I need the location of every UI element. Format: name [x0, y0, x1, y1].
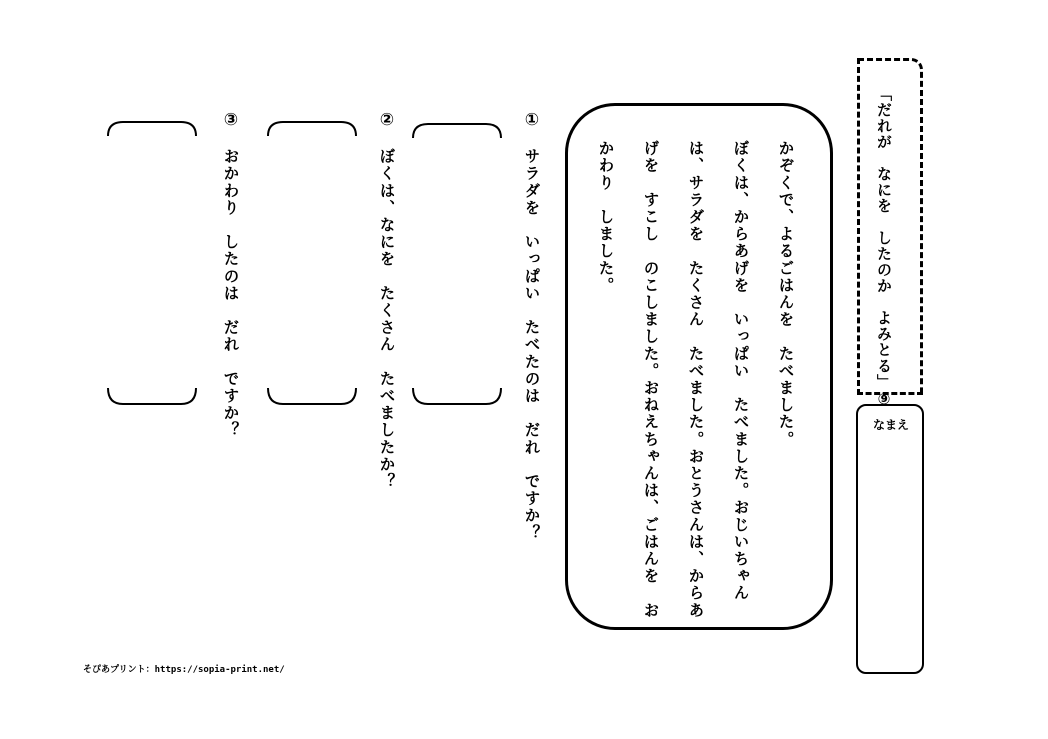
- question-1-text: サラダを いっぱい たべたのは だれ ですか？: [522, 148, 541, 542]
- story-line-5: かわり しました。: [596, 140, 615, 294]
- question-2-number: ②: [377, 110, 397, 130]
- name-label: なまえ: [873, 418, 910, 432]
- answer-box-3[interactable]: [105, 118, 199, 408]
- answer-box-2[interactable]: [265, 118, 359, 408]
- story-line-3: は、サラダを たくさん たべました。おとうさんは、からあ: [686, 140, 705, 619]
- answer-box-1[interactable]: [410, 120, 504, 410]
- question-3-number: ③: [221, 110, 241, 130]
- question-3-text: おかわり したのは だれ ですか？: [221, 148, 240, 439]
- question-2-text: ぼくは、なにを たくさん たべましたか？: [377, 148, 396, 490]
- worksheet-title: 「だれが なにを したのか よみとる」⑨: [875, 86, 893, 409]
- story-line-4: げを すこし のこしました。おねえちゃんは、ごはんを お: [641, 140, 660, 619]
- story-line-1: かぞくで、よるごはんを たべました。: [776, 140, 795, 448]
- name-box[interactable]: [856, 404, 924, 674]
- footer-credit: そぴあプリント：https://sopia-print.net/: [83, 665, 285, 675]
- story-line-2: ぼくは、からあげを いっぱい たべました。おじいちゃん: [731, 140, 750, 602]
- question-1-number: ①: [522, 110, 542, 130]
